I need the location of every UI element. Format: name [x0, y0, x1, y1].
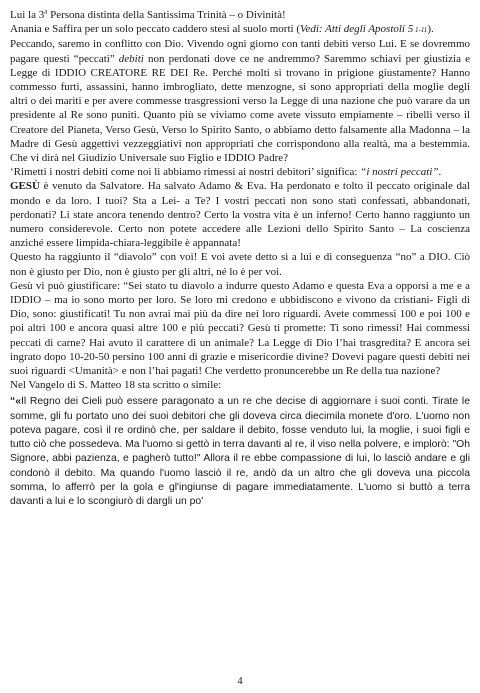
- paragraph-justify: [10, 279, 470, 378]
- paragraph-text: Questo ha raggiunto il “diavolo” con voi! E voi avete detto sì a lui e di conseguenza “no” a DIO. Ciò non è giusto per Dio, non è giusto per gli altri, né lo è per voi.: [10, 251, 470, 278]
- paragraph-text: Persona distinta della Santissima Trinità – o Divinità!: [47, 9, 286, 21]
- paragraph-text: Lui la 3: [10, 9, 45, 21]
- paragraph-conflict: [10, 37, 470, 165]
- emphasis-text: “i nostri peccati”: [360, 166, 439, 179]
- paragraph-text: Anania e Saffira per un solo peccato caddero stesi al suolo morti (: [10, 23, 300, 36]
- quote-mark: “«: [10, 396, 21, 408]
- paragraph-text: ).: [427, 23, 434, 36]
- paragraph-trinity: [10, 8, 470, 22]
- paragraph-anania: [10, 22, 470, 37]
- paragraph-text: non perdonati dove ce ne andremmo? Saremmo schiavi per giustizia e Legge di IDDIO CREATORE RE DEI Re. Perché molti si trovano in prigione giustamente? Hanno commesso furti, assassini, hanno imbrogliato, dette menzogne, si sono appropriati della moglie degli altri o dei mariti e per avere commesse trasgressioni verso la Legge di una nazione che può varare da un presidente al Re sono puniti. Quanto più se viviamo come avete vissuto empiamente – ribelli verso il Creatore del Pianeta, Verso Gesù, Verso lo Spirito Santo, o abbiamo detto falsamente alla Madonna – la Madre di Gesù aggettivi vezzeggiativi non appropriati che corrispondono alla realtà, ma a bestemmia. Che vi dirà nel Giudizio Universale suo Figlio e IDDIO Padre?: [10, 52, 470, 165]
- paragraph-devil: [10, 250, 470, 278]
- scripture-verses: 1-11: [413, 26, 428, 35]
- paragraph-text: Il Regno dei Cieli può essere paragonato a un re che decise di aggiornare i suoi conti. Tirate le somme, gli fu portato uno dei suoi debitori che gli doveva circa diecimila monete d'oro. L'uomo non poteva pagare, così il re ordinò che, per saldare il debito, fosse venduto lui, la moglie, i suoi figli e tutto ciò che possedeva. Ma l'uomo si gettò in terra davanti al re, il viso nella polvere, e implorò: "Oh Signore, abbi pazienza, e pagherò tutto!" Allora il re ebbe compassione di lui, lo lasciò andare e gli condonò il debito. Ma quando l'uomo lasciò il re, andò da un altro che gli doveva una piccola somma, lo afferrò per la gola e gl'ingiunse di pagare immediatamente. L'uomo si buttò a terra davanti a lui e lo scongiurò di dargli un po': [10, 396, 470, 507]
- paragraph-text: Nel Vangelo di S. Matteo 18 sta scritto o simile:: [10, 379, 222, 392]
- paragraph-text: .: [438, 166, 442, 179]
- scripture-reference: Vedi: Atti degli Apostoli 5: [299, 23, 414, 36]
- paragraph-text: Gesù vi può giustificare: “Sei stato tu diavolo a indurre questo Adamo e questa Eva a opporsi a me e a IDDIO – ma io sono morto per loro. Se loro mi credono e ubbidiscono e vivono da cristiani- Figli di Dio, sono: giustificati! Tu non avrai mai più da dire nei loro riguardi. Avete commessi 100 e poi 100 e poi altri 100 e ancora quasi altre 100 e più peccati? Gesù ti promette: Ti sono rimessi! Hai commessi peccati di carne? Hai avuto il carattere di un animale? La Legge di Dio l’hai trasgredita? E ancora sei ingrato dopo 10-20-50 persino 100 anni di grazie e misericordie divine? Dovevi pagare questi debiti nei suoi riguardi <Umanità> e non l’hai pagati! Che verdetto pronuncerebbe un Re della tua nazione?: [10, 279, 470, 378]
- ordinal-superscript: a: [44, 7, 48, 16]
- bold-text: GESÙ: [10, 180, 40, 193]
- paragraph-forgive-debts: [10, 165, 470, 179]
- page-number: 4: [237, 676, 243, 687]
- paragraph-text: Peccando, saremo in conflitto con Dio. Vivendo ogni giorno con tanti debiti verso Lui. E se dovremmo pagare questi “peccati”: [10, 38, 470, 65]
- paragraph-savior: [10, 179, 470, 250]
- document-page: [10, 8, 470, 509]
- paragraph-gospel-quote: [10, 395, 470, 509]
- paragraph-text: è venuto da Salvatore. Ha salvato Adamo & Eva. Ha perdonato e tolto il peccato originale dal mondo e da loro. I tuoi? Sta a Lei- a Te? I vostri peccati non sono stati confessati, abbandonati, perdonati? Li state ancora tenendo dentro? Certo la vostra vita è un inferno! Certo hanno raggiunto un numero considerevole. Certo non potete accedere alle Lezioni dello Spirito Santo – La coscienza anziché essere limpida-chiara-leggibile è appannata!: [10, 180, 470, 250]
- emphasis-text: debiti: [118, 52, 144, 65]
- paragraph-text: ‘Rimetti i nostri debiti come noi li abbiamo rimessi ai nostri debitori’ significa:: [10, 166, 361, 179]
- paragraph-gospel-intro: [10, 378, 470, 392]
